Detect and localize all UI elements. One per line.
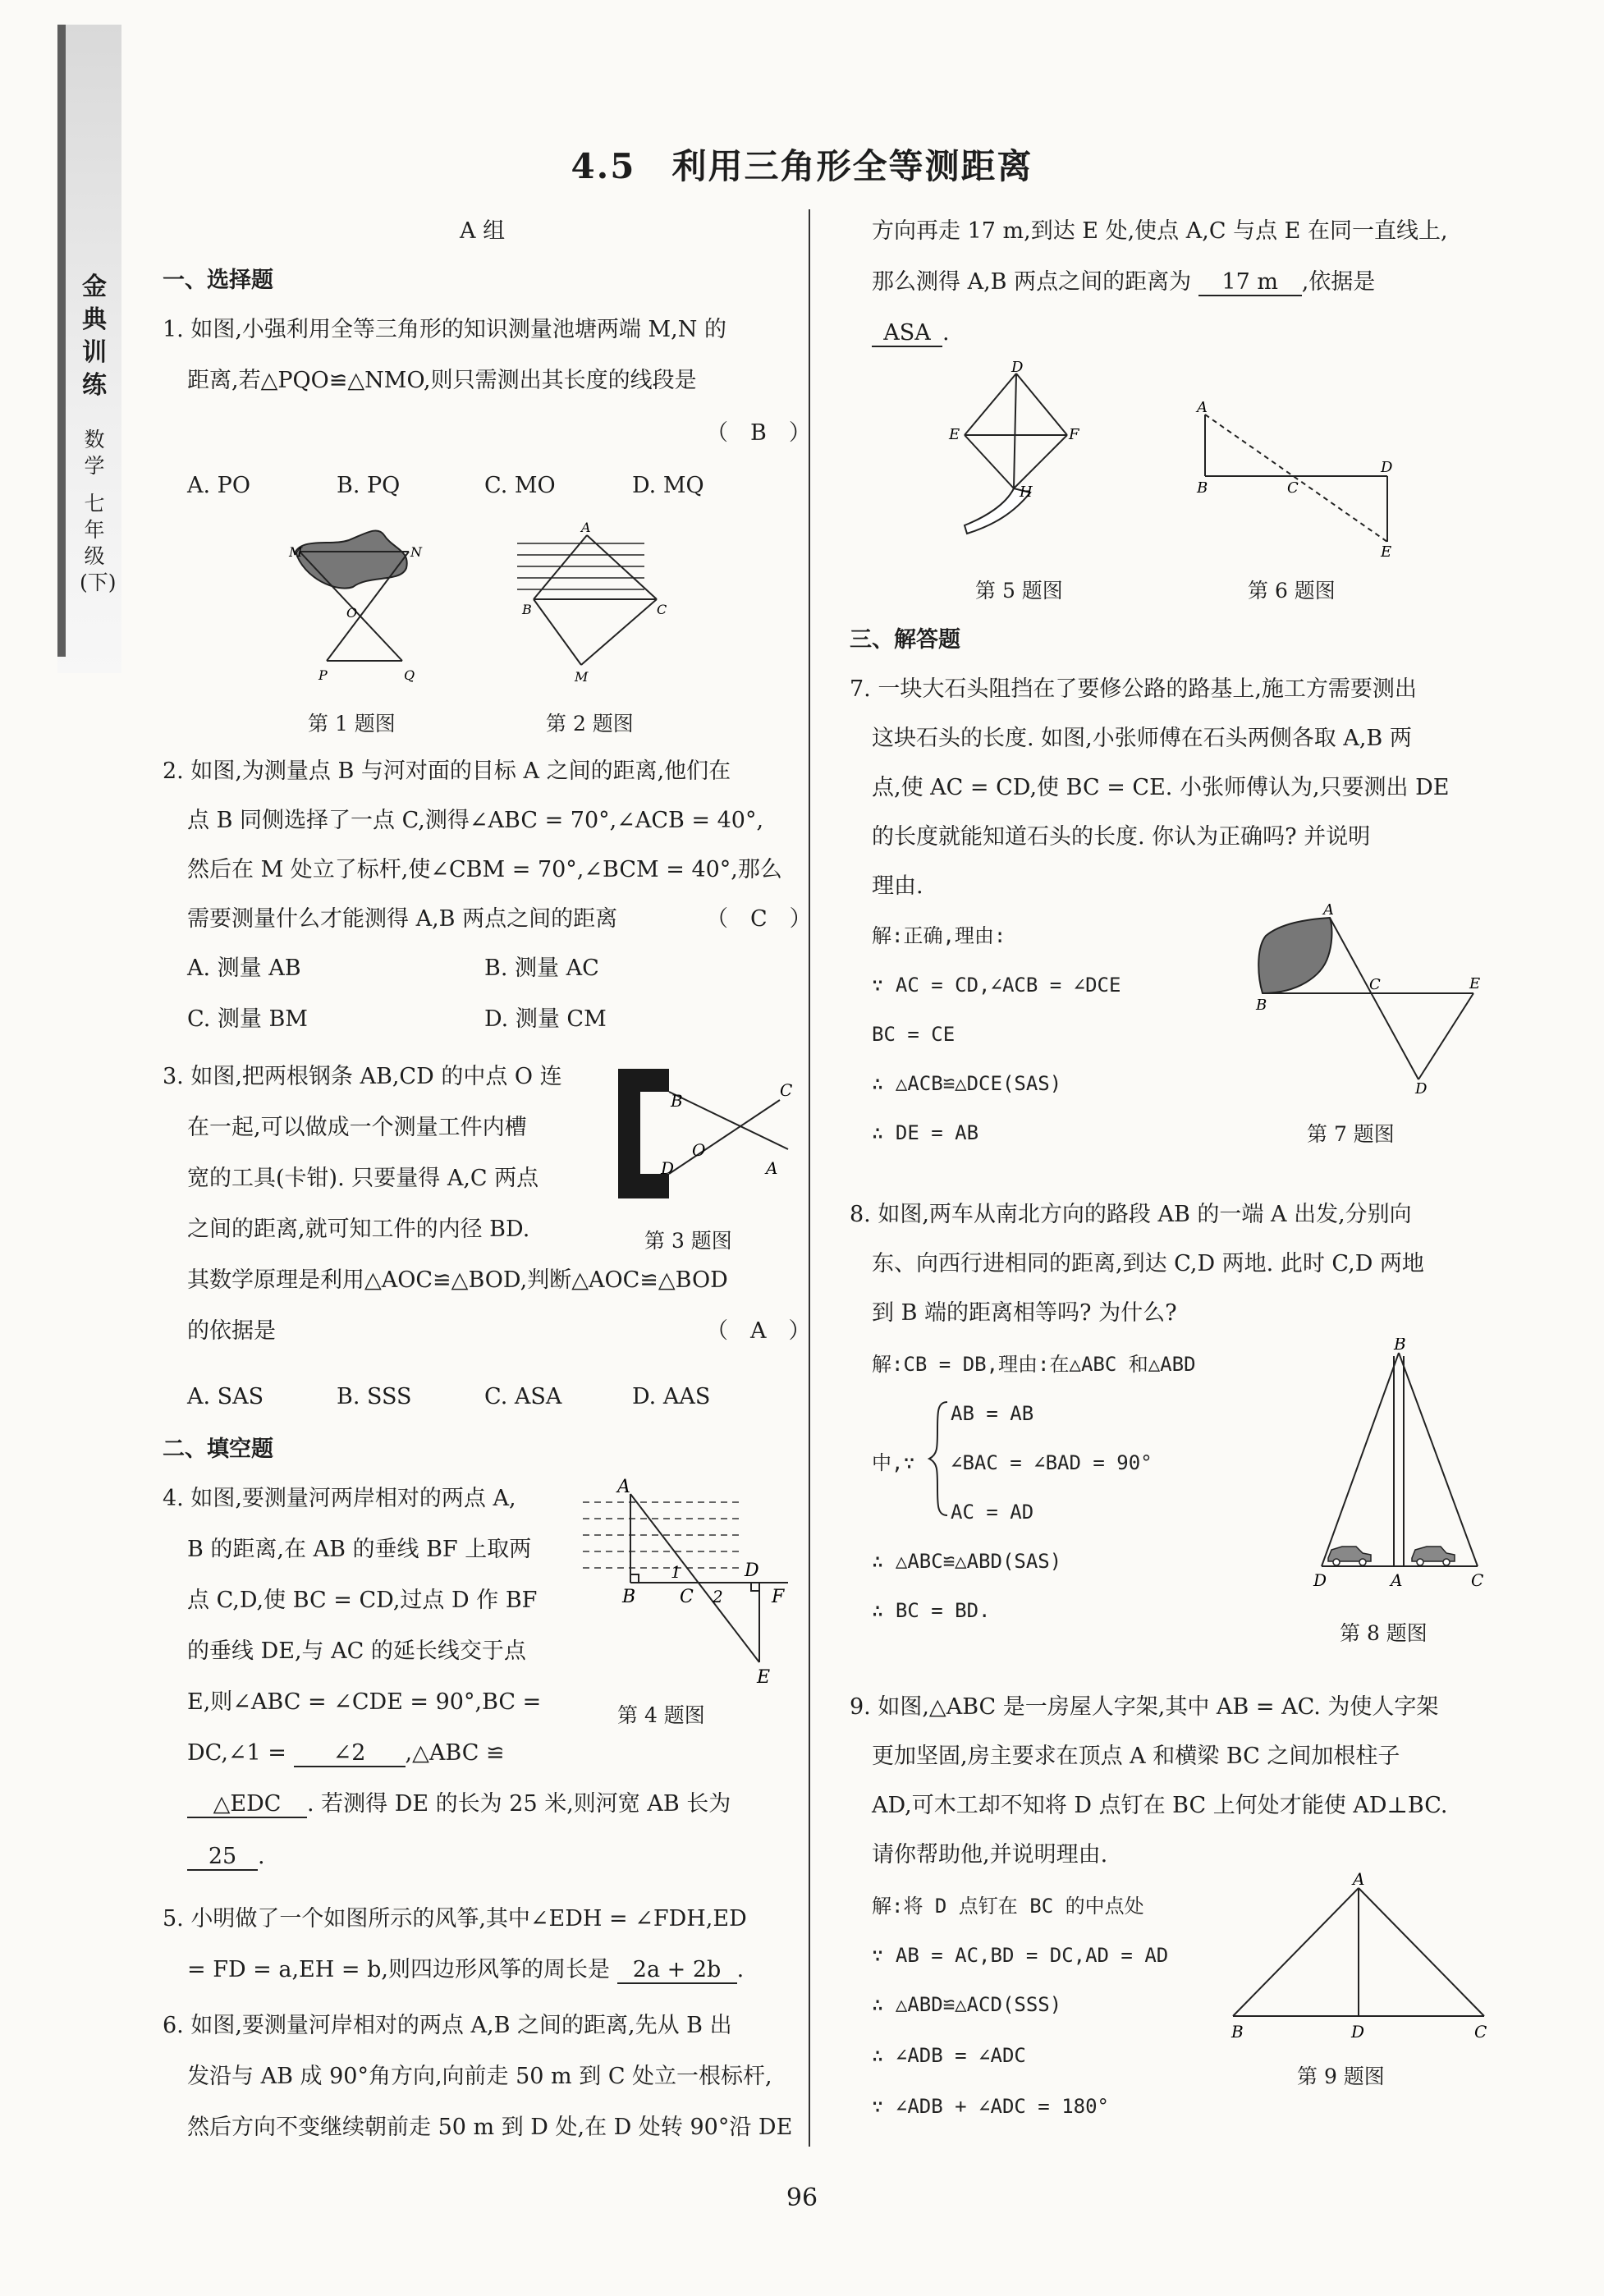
q4-blank1: ∠2 <box>294 1741 406 1767</box>
svg-text:B: B <box>1394 1338 1406 1354</box>
svg-text:D: D <box>1415 1080 1428 1098</box>
q1-opt-c: C. MO <box>484 473 556 498</box>
q7-sol3: BC = CE <box>872 1023 956 1046</box>
svg-text:Q: Q <box>404 667 415 683</box>
figure-4 <box>575 1478 796 1699</box>
q6-line2: 发沿与 AB 成 90°角方向,向前走 50 m 到 C 处立一根标杆, <box>187 2064 772 2089</box>
svg-text:F: F <box>1069 426 1079 443</box>
q9-sol4: ∴ ∠ADB = ∠ADC <box>872 2044 1026 2067</box>
q4-line2: B 的距离,在 AB 的垂线 BF 上取两 <box>187 1537 532 1562</box>
svg-text:D: D <box>1381 459 1393 476</box>
section-solve: 三、解答题 <box>850 627 960 653</box>
svg-text:C: C <box>657 602 667 617</box>
sidebar-brand: 金 典 训 练 <box>82 273 107 400</box>
svg-text:B: B <box>1256 997 1267 1014</box>
q1-line1: 1. 如图,小强利用全等三角形的知识测量池塘两端 M,N 的 <box>163 317 726 342</box>
figure-5 <box>944 361 1092 550</box>
q7-sol5: ∴ DE = AB <box>872 1121 979 1144</box>
q9-line4: 请你帮助他,并说明理由. <box>872 1842 1108 1868</box>
fig9-caption: 第 9 题图 <box>1297 2065 1385 2088</box>
q4-line8: 25 . <box>187 1840 265 1873</box>
fig4-caption: 第 4 题图 <box>617 1703 705 1727</box>
svg-text:C: C <box>680 1587 694 1607</box>
q4-line7: △EDC . 若测得 DE 的长为 25 米,则河宽 AB 长为 <box>187 1788 731 1821</box>
q3-line4: 之间的距离,就可知工件的内径 BD. <box>187 1217 530 1242</box>
fig6-caption: 第 6 题图 <box>1248 579 1336 603</box>
figure-7 <box>1248 903 1494 1100</box>
svg-text:C: C <box>1474 2022 1487 2042</box>
q4-line1: 4. 如图,要测量河两岸相对的两点 A, <box>163 1486 516 1511</box>
figure-6 <box>1190 394 1412 558</box>
figure-3 <box>612 1059 800 1207</box>
svg-text:E: E <box>1381 543 1392 558</box>
q6-blank2: ASA <box>872 321 942 347</box>
svg-text:P: P <box>319 667 328 683</box>
svg-text:E: E <box>757 1667 771 1688</box>
q4-line6: DC,∠1 = ∠2 ,△ABC ≌ <box>187 1740 505 1766</box>
q4-line3: 点 C,D,使 BC = CD,过点 D 作 BF <box>187 1588 538 1613</box>
sidebar-strip <box>57 25 66 657</box>
q9-sol5: ∵ ∠ADB + ∠ADC = 180° <box>872 2095 1109 2118</box>
q2-opt-b: B. 测量 AC <box>484 956 599 981</box>
fig3-caption: 第 3 题图 <box>644 1229 732 1253</box>
q8-sol2c: ∠BAC = ∠BAD = 90° <box>951 1451 1153 1474</box>
svg-text:E: E <box>1469 975 1481 992</box>
q9-line2: 更加坚固,房主要求在顶点 A 和横梁 BC 之间加根柱子 <box>872 1744 1400 1769</box>
q7-line5: 理由. <box>872 873 923 899</box>
fig2-caption: 第 2 题图 <box>546 712 634 736</box>
q2-opt-c: C. 测量 BM <box>187 1006 308 1032</box>
svg-text:D: D <box>1011 361 1024 376</box>
q3-line3: 宽的工具(卡钳). 只要量得 A,C 两点 <box>187 1166 539 1191</box>
q6-line6: ASA . <box>872 317 950 350</box>
q8-sol2a: AB = AB <box>951 1402 1034 1425</box>
figure-8 <box>1305 1338 1494 1593</box>
q8-line2: 东、向西行进相同的距离,到达 C,D 两地. 此时 C,D 两地 <box>872 1251 1424 1276</box>
svg-text:B: B <box>622 1587 636 1607</box>
svg-text:O: O <box>692 1140 706 1160</box>
q7-line3: 点,使 AC = CD,使 BC = CE. 小张师傅认为,只要测出 DE <box>872 775 1450 800</box>
q6-line1: 6. 如图,要测量河岸相对的两点 A,B 之间的距离,先从 B 出 <box>163 2013 732 2038</box>
svg-text:B: B <box>671 1091 683 1111</box>
figure-1 <box>287 517 435 690</box>
svg-text:C: C <box>1471 1570 1484 1590</box>
section-choice: 一、选择题 <box>163 268 273 293</box>
q8-sol4: ∴ BC = BD. <box>872 1599 991 1622</box>
svg-text:A: A <box>1197 399 1208 416</box>
svg-text:B: B <box>1197 479 1208 497</box>
svg-text:A: A <box>617 1478 630 1497</box>
q2-line4: 需要测量什么才能测得 A,B 两点之间的距离 <box>187 906 618 932</box>
q2-line2: 点 B 同侧选择了一点 C,测得∠ABC = 70°,∠ACB = 40°, <box>187 808 764 833</box>
q7-line4: 的长度就能知道石头的长度. 你认为正确吗? 并说明 <box>872 824 1371 850</box>
q7-sol1: 解:正确,理由: <box>872 924 1006 947</box>
svg-text:A: A <box>1353 1872 1365 1889</box>
svg-text:C: C <box>1369 976 1381 993</box>
svg-text:B: B <box>522 602 532 617</box>
svg-text:D: D <box>1351 2022 1365 2042</box>
column-divider <box>809 209 810 2147</box>
figure-9 <box>1223 1872 1494 2052</box>
q3-line6: 的依据是 <box>187 1318 276 1344</box>
figure-2 <box>509 517 673 690</box>
q1-opt-d: D. MQ <box>632 473 704 498</box>
q1-line2: 距离,若△PQO≌△NMO,则只需测出其长度的线段是 <box>187 368 697 393</box>
q5-line2: = FD = a,EH = b,则四边形风筝的周长是 2a + 2b . <box>187 1957 745 1982</box>
fig5-caption: 第 5 题图 <box>975 579 1063 603</box>
q4-line4: 的垂线 DE,与 AC 的延长线交于点 <box>187 1638 526 1664</box>
q3-answer: （ A ） <box>706 1318 811 1344</box>
q9-sol3: ∴ △ABD≌△ACD(SSS) <box>872 1993 1062 2016</box>
brace-symbol <box>926 1397 951 1520</box>
svg-text:1: 1 <box>671 1562 681 1582</box>
svg-text:O: O <box>346 605 358 621</box>
q4-blank2: △EDC <box>187 1792 307 1818</box>
q6-line4: 方向再走 17 m,到达 E 处,使点 A,C 与点 E 在同一直线上, <box>872 218 1448 244</box>
q3-opt-d: D. AAS <box>632 1384 711 1409</box>
group-label: A 组 <box>460 218 506 244</box>
svg-text:D: D <box>1313 1570 1327 1590</box>
fig1-caption: 第 1 题图 <box>308 712 396 736</box>
q9-line1: 9. 如图,△ABC 是一房屋人字架,其中 AB = AC. 为使人字架 <box>850 1694 1439 1720</box>
page-title: 4.5 利用三角形全等测距离 <box>571 146 1033 186</box>
svg-text:A: A <box>1323 903 1334 919</box>
q7-sol4: ∴ △ACB≌△DCE(SAS) <box>872 1072 1062 1095</box>
svg-text:C: C <box>780 1080 793 1100</box>
q8-sol2b: 中,∵ <box>872 1451 915 1474</box>
q1-answer: （ B ） <box>706 420 811 446</box>
q3-line2: 在一起,可以做成一个测量工件内槽 <box>187 1115 527 1140</box>
q9-line3: AD,可木工却不知将 D 点钉在 BC 上何处才能使 AD⊥BC. <box>872 1793 1448 1818</box>
q3-opt-a: A. SAS <box>187 1384 264 1409</box>
q3-opt-b: B. SSS <box>337 1384 412 1409</box>
q7-line2: 这块石头的长度. 如图,小张师傅在石头两侧各取 A,B 两 <box>872 726 1412 751</box>
svg-text:M: M <box>289 544 303 560</box>
svg-text:D: D <box>661 1158 675 1178</box>
fig8-caption: 第 8 题图 <box>1340 1621 1428 1645</box>
q6-line5: 那么测得 A,B 两点之间的距离为 17 m ,依据是 <box>872 269 1376 295</box>
q4-line5: E,则∠ABC = ∠CDE = 90°,BC = <box>187 1689 542 1715</box>
q8-line1: 8. 如图,两车从南北方向的路段 AB 的一端 A 出发,分别向 <box>850 1202 1412 1227</box>
svg-text:B: B <box>1231 2022 1244 2042</box>
q1-opt-b: B. PQ <box>337 473 401 498</box>
page-number: 96 <box>786 2184 818 2212</box>
svg-text:M: M <box>575 669 589 685</box>
q5-blank1: 2a + 2b <box>617 1958 737 1984</box>
q4-blank3: 25 <box>187 1845 258 1871</box>
q8-line3: 到 B 端的距离相等吗? 为什么? <box>872 1300 1177 1326</box>
svg-text:E: E <box>949 426 960 443</box>
sidebar-subject: 数 学 七 年 级 (下) <box>80 428 117 594</box>
q3-opt-c: C. ASA <box>484 1384 562 1409</box>
svg-text:A: A <box>581 520 591 535</box>
q5-line1: 5. 小明做了一个如图所示的风筝,其中∠EDH = ∠FDH,ED <box>163 1906 747 1932</box>
q9-sol2: ∵ AB = AC,BD = DC,AD = AD <box>872 1944 1169 1967</box>
q2-line1: 2. 如图,为测量点 B 与河对面的目标 A 之间的距离,他们在 <box>163 758 731 784</box>
fig7-caption: 第 7 题图 <box>1307 1122 1395 1146</box>
q8-sol3: ∴ △ABC≌△ABD(SAS) <box>872 1550 1062 1573</box>
section-fill: 二、填空题 <box>163 1437 273 1462</box>
q2-line3: 然后在 M 处立了标杆,使∠CBM = 70°,∠BCM = 40°,那么 <box>187 857 782 882</box>
svg-text:F: F <box>772 1587 785 1607</box>
q9-sol1: 解:将 D 点钉在 BC 的中点处 <box>872 1895 1144 1918</box>
q6-blank1: 17 m <box>1198 270 1302 296</box>
q7-sol2: ∵ AC = CD,∠ACB = ∠DCE <box>872 974 1121 997</box>
svg-text:H: H <box>1020 483 1033 501</box>
q2-opt-a: A. 测量 AB <box>187 956 301 981</box>
q8-sol2d: AC = AD <box>951 1501 1034 1524</box>
q8-sol1: 解:CB = DB,理由:在△ABC 和△ABD <box>872 1353 1196 1376</box>
svg-text:C: C <box>1287 479 1299 497</box>
q3-line1: 3. 如图,把两根钢条 AB,CD 的中点 O 连 <box>163 1064 562 1089</box>
q3-line5: 其数学原理是利用△AOC≌△BOD,判断△AOC≌△BOD <box>187 1267 728 1293</box>
q7-line1: 7. 一块大石头阻挡在了要修公路的路基上,施工方需要测出 <box>850 676 1417 702</box>
q1-opt-a: A. PO <box>187 473 250 498</box>
svg-text:2: 2 <box>713 1587 723 1606</box>
q6-line3: 然后方向不变继续朝前走 50 m 到 D 处,在 D 处转 90°沿 DE <box>187 2115 793 2140</box>
svg-text:A: A <box>766 1158 778 1178</box>
svg-text:N: N <box>410 544 422 560</box>
q2-answer: （ C ） <box>706 906 812 932</box>
q2-opt-d: D. 测量 CM <box>484 1006 607 1032</box>
svg-text:D: D <box>745 1560 759 1581</box>
svg-text:A: A <box>1391 1570 1403 1590</box>
